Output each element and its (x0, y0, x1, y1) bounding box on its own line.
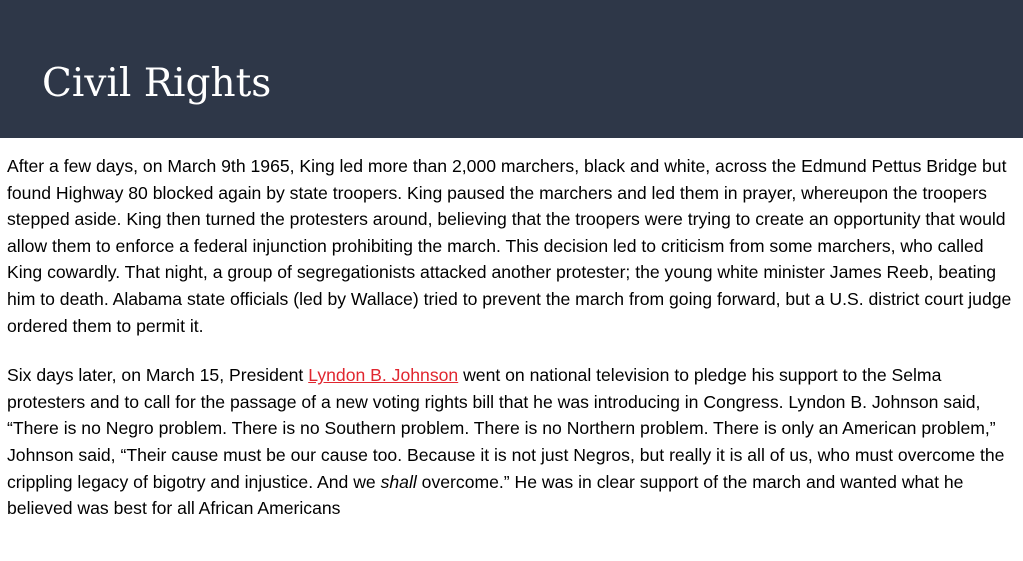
paragraph-2-intro: Six days later, on March 15, President (7, 365, 309, 386)
paragraph-2-body: went on national television to pledge his support to the Selma protesters and to call for the passage of a new voting rights bill that he was introducing in Congress. Lyndon B. Johnson said, “There is no Negro problem. There is no Southern problem. There is no Northern problem. There is only an American problem,” Johnson said, “Their cause must be our cause too. Because it is not just Negros, but really it is all of us, who must overcome the crippling legacy of bigotry and injustice. And we (7, 365, 1005, 492)
slide-body (7, 153, 1023, 522)
paragraph-2 (7, 362, 1023, 522)
title-bar (0, 0, 1023, 138)
paragraph-1: After a few days, on March 9th 1965, King led more than 2,000 marchers, black and white, across the Edmund Pettus Bridge but found Highway 80 blocked again by state troopers. King paused the marchers and led them in prayer, whereupon the troopers stepped aside. King then turned the protesters around, believing that the troopers were trying to create an opportunity that would allow them to enforce a federal injunction prohibiting the march. This decision led to criticism from some marchers, who called King cowardly. That night, a group of segregationists attacked another protester; the young white minister James Reeb, beating him to death. Alabama state officials (led by Wallace) tried to prevent the march from going forward, but a U.S. district court judge ordered them to permit it. (7, 156, 1012, 336)
slide-title: Civil Rights (42, 61, 272, 106)
paragraph-2-ending: overcome.” He was in clear support of the march and wanted what he believed was best for all African Americans (7, 471, 964, 519)
lyndon-johnson-link[interactable]: Lyndon B. Johnson (308, 365, 459, 386)
shall-emphasis: shall (380, 471, 417, 492)
